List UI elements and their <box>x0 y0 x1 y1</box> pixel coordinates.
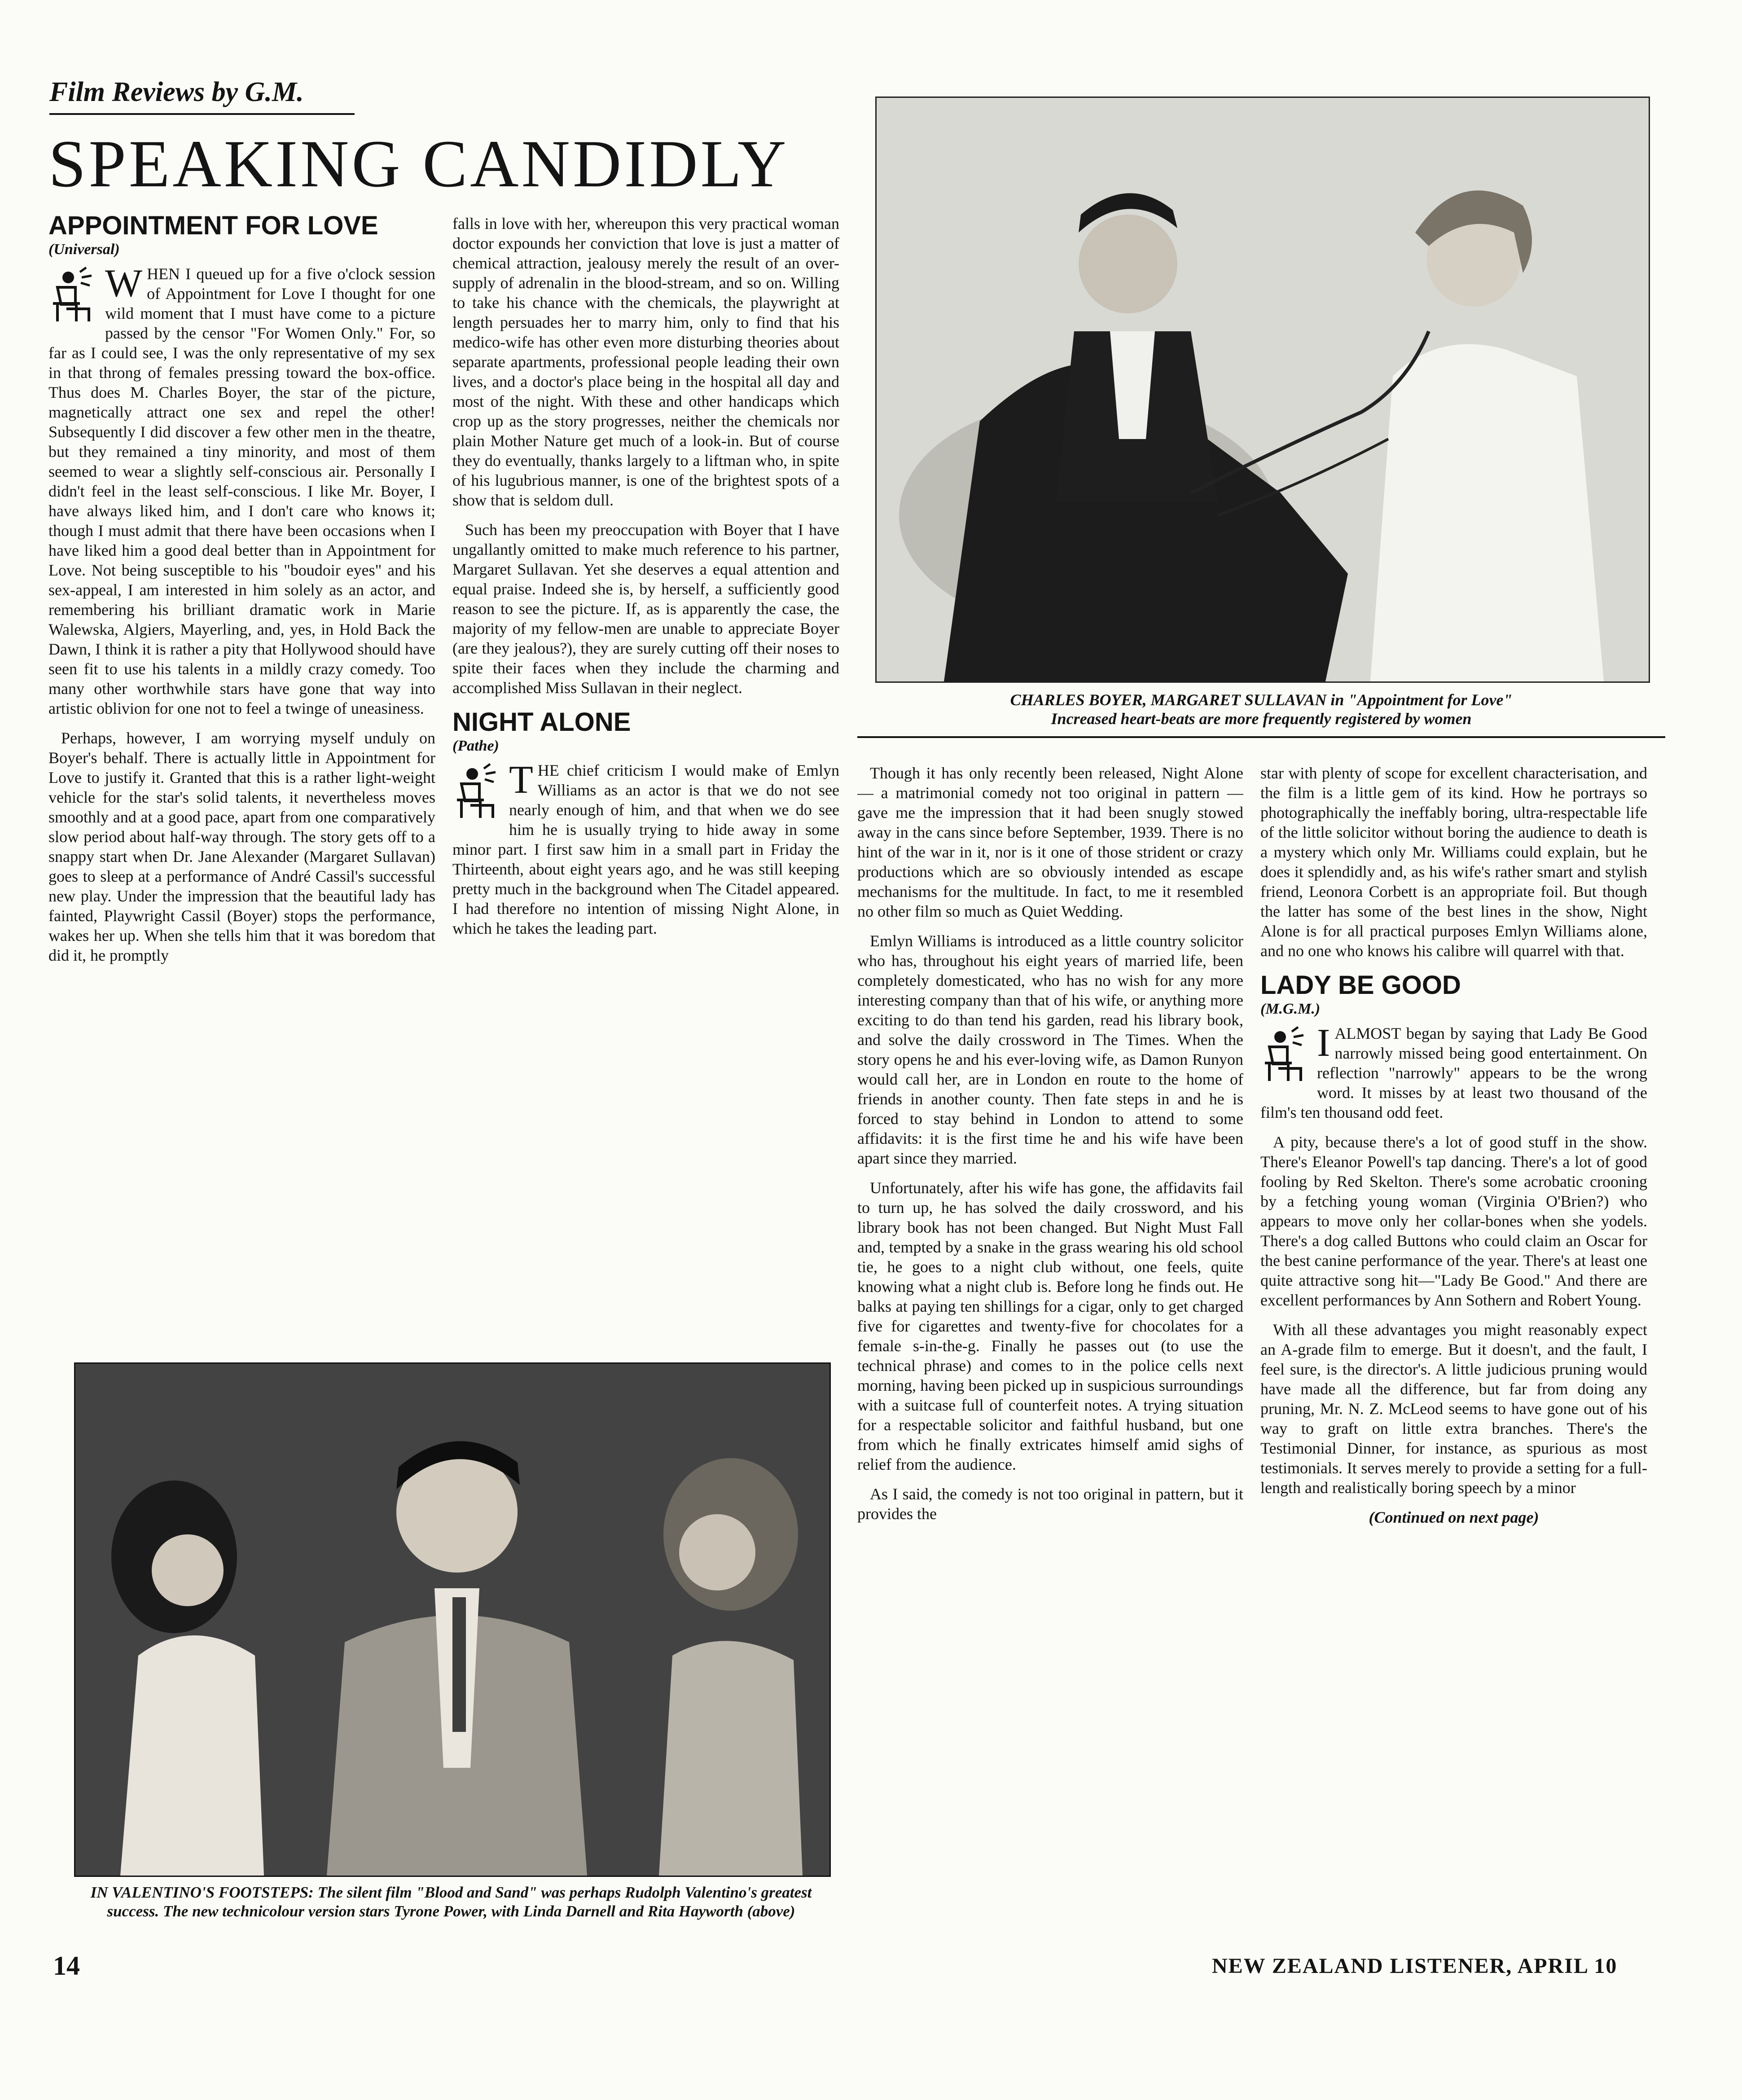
review-title-night-alone: NIGHT ALONE <box>452 707 631 737</box>
appointment-paragraph-4: Such has been my preoccupation with Boyer that I have ungallantly omitted to make much reference to his partner, Margaret Sullavan. Yet she deserves a equal attention and equal praise. Indeed she is, by herself, a sufficiently good reason to see the picture. If, as is apparently the case, the majority of my fellow-men are unable to appreciate Boyer (are they jealous?), they are surely cutting off their noses to spite their faces when they include the charming and accomplished Miss Sullavan in their neglect. <box>452 521 839 697</box>
column-2 <box>452 214 839 1349</box>
caption-top-line-1: CHARLES BOYER, MARGARET SULLAVAN in "Appointment for Love" <box>1010 691 1513 709</box>
reviewer-seated-icon <box>452 762 503 821</box>
dropcap-i: I <box>1317 1021 1330 1065</box>
lady-be-good-paragraph-1: ALMOST began by saying that Lady Be Good narrowly missed being good entertainment. On reflection "narrowly" appears to be the wrong word. It misses by at least two thousand of the film's ten thousand odd feet. <box>1260 1024 1647 1121</box>
dropcap-t: T <box>509 758 533 802</box>
night-alone-paragraph-4: Unfortunately, after his wife has gone, the affidavits fail to turn up, he has solved the daily crossword, and his library book has not been changed. But Night Must Fall and, tempted by a snake in the grass wearing his old school tie, he goes to a night club without, one feels, quite knowing what a night club is. Before long he finds out. He balks at paying ten shillings for a cigar, only to get charged five for cigarettes and twenty-five for chocolates for a female s-in-the-g. Finally he passes out (to use the technical phrase) and comes to in the police cells next morning, having been picked up in suspicious surroundings with a suitcase full of counterfeit notes. A trying situation for a respectable solicitor and faithful husband, but one from which he finally extricates himself amid sighs of relief from the audience. <box>857 1179 1243 1473</box>
lady-be-good-paragraph-2: A pity, because there's a lot of good stuff in the show. There's Eleanor Powell's tap dancing. There's a lot of good fooling by Red Skelton. There's some acrobatic crooning by a fetching young woman (Virginia O'Brien?) who appears to move only her collar-bones when she yodels. There's a dog called Buttons who could claim an Oscar for the best canine performance of the year. There's at least one quite attractive song hit—"Lady Be Good." And there are excellent performances by Ann Sothern and Robert Young. <box>1260 1133 1647 1309</box>
caption-top-line-2: Increased heart-beats are more frequently registered by women <box>1051 710 1472 728</box>
column-1 <box>48 211 435 1351</box>
appointment-paragraph-3: falls in love with her, whereupon this very practical woman doctor expounds her conviction that love is just a matter of chemical attraction, jealousy merely the result of an over-supply of adrenalin in the blood-stream, and so on. Willing to take his chance with the chemicals, the playwright at length persuades her to marry him, only to find that his medico-wife has other even more disturbing theories about separate apartments, professional people leading their own lives, and a doctor's place being in the hospital all day and most of the night. With these and other handicaps which crop up as the story progresses, neither the chemicals nor plain Mother Nature get much of a look-in. But of course they do eventually, thanks largely to a liftman who, in spite of his lugubrious manner, is one of the brightest spots of a show that is seldom dull. <box>452 215 839 509</box>
kicker: Film Reviews by G.M. <box>49 77 304 107</box>
column-3 <box>857 763 1243 1957</box>
reviewer-seated-icon <box>48 266 99 324</box>
column-4 <box>1260 763 1647 1939</box>
dropcap-w: W <box>105 262 143 305</box>
page-number: 14 <box>53 1951 80 1981</box>
appointment-paragraph-2: Perhaps, however, I am worrying myself unduly on Boyer's behalf. There is actually little in Appointment for Love to justify it. Granted that this is a rather light-weight vehicle for the star's solid talents, it nevertheless moves smoothly and at a good pace, apart from one comparatively slow period about half-way through. The story gets off to a snappy start when Dr. Jane Alexander (Margaret Sullavan) goes to sleep at a performance of André Cassil's successful new play. Under the impression that the beautiful lady has fainted, Playwright Cassil (Boyer) stops the performance, wakes her up. When she tells him that it was boredom that did it, he promptly <box>48 729 435 964</box>
night-alone-paragraph-5: As I said, the comedy is not too original in pattern, but it provides the <box>857 1485 1243 1523</box>
photo-blood-and-sand <box>74 1362 831 1877</box>
reviewer-seated-icon <box>1260 1025 1311 1084</box>
caption-bottom-lead: IN VALENTINO'S FOOTSTEPS: <box>90 1884 314 1901</box>
night-alone-paragraph-3: Emlyn Williams is introduced as a little country solicitor who has, throughout his eight years of married life, been completely domesticated, who has no wish for any more interesting company than that of his wife, or anything more exciting to do than tend his garden, read his library book, and solve the daily crossword in The Times. When the story opens he and his ever-loving wife, as Damon Runyon would call her, are in London en route to the home of friends in another county. Then fate steps in and he is forced to stay behind in London to attend to some affidavits: it is the first time he and his wife have been apart since they married. <box>857 932 1243 1167</box>
continued-note: (Continued on next page) <box>1369 1508 1539 1526</box>
night-alone-paragraph-6: star with plenty of scope for excellent characterisation, and the film is a little gem of its kind. How he portrays so photographically the ineffably boring, ultra-respectable life of the little solicitor without boring the audience to death is a mystery which only Mr. Williams could explain, but he does it splendidly and, as his wife's rather smart and stylish friend, Leonora Corbett is an appropriate foil. But though the latter has some of the best lines in the show, Night Alone is for all practical purposes Emlyn Williams alone, and no one who knows his calibre will quarrel with that. <box>1260 764 1647 960</box>
caption-top-rule <box>857 736 1665 738</box>
night-alone-paragraph-2: Though it has only recently been released, Night Alone — a matrimonial comedy not too original in pattern — gave me the impression that it had been snugly stowed away in the cans since before September, 1939. There is no hint of the war in it, nor is it one of those strident or crazy productions which are so obviously intended as escape mechanisms for the multitude. In fact, to me it resembled no other film so much as Quiet Wedding. <box>857 764 1243 920</box>
studio-pathe: (Pathe) <box>452 738 499 754</box>
lady-be-good-paragraph-3: With all these advantages you might reasonably expect an A-grade film to emerge. But it doesn't, and the fault, I feel sure, is the director's. A little judicious pruning would have made all the difference, but far from doing any pruning, Mr. N. Z. McLeod seems to have gone out of his way to graft on little extra branches. There's the Testimonial Dinner, for instance, as spurious as most testimonials. It serves merely to provide a setting for a full-length and realistically boring speech by a minor <box>1260 1321 1647 1497</box>
kicker-underline <box>49 113 355 115</box>
review-title-lady-be-good: LADY BE GOOD <box>1260 971 1461 1000</box>
caption-top <box>866 690 1656 728</box>
photo-blood-and-sand-illustration <box>75 1364 829 1876</box>
photo-boyer-sullavan-illustration <box>877 98 1649 681</box>
studio-mgm: (M.G.M.) <box>1260 1001 1321 1017</box>
night-alone-paragraph-1: HE chief criticism I would make of Emlyn Williams as an actor is that we do not see nearly enough of him, and that when we do see him he is usually trying to hide away in some minor part. I first saw him in a small part in Friday the Thirteenth, about eight years ago, and he was still keeping pretty much in the background when The Citadel appeared. I had therefore no intention of missing Night Alone, in which he takes the leading part. <box>452 761 839 937</box>
studio-universal: (Universal) <box>48 241 120 258</box>
headline: SPEAKING CANDIDLY <box>48 127 789 201</box>
caption-bottom <box>67 1883 835 1921</box>
appointment-paragraph-1: HEN I queued up for a five o'clock session of Appointment for Love I thought for one wild moment that I must have come to a picture passed by the censor "For Women Only." For, so far as I could see, I was the only representative of my sex in that throng of females pressing toward the box-office. Thus does M. Charles Boyer, the star of the picture, magnetically attract one sex and repel the other! Subsequently I did discover a few other men in the theatre, but they remained a tiny minority, and most of them seemed to wear a slightly self-conscious air. Personally I didn't feel in the least self-conscious. I like Mr. Boyer, I have always liked him, and I don't care who knows it; though I must admit that there have been occasions when I have liked him a good deal better than in Appointment for Love. Not being susceptible to his "boudoir eyes" and his sex-appeal, I am interested in him solely as an actor, and remembering his brilliant dramatic work in Marie Walewska, Algiers, Mayerling, and, yes, in Hold Back the Dawn, I think it is rather a pity that Hollywood should have seen fit to use his talents in a mildly crazy comedy. Too many other worthwhile stars have gone that way into artistic oblivion for one not to feel a twinge of uneasiness. <box>48 265 435 717</box>
review-title-appointment: APPOINTMENT FOR LOVE <box>48 211 378 240</box>
photo-boyer-sullavan <box>875 97 1650 683</box>
publication-footer: NEW ZEALAND LISTENER, APRIL 10 <box>1212 1954 1618 1978</box>
caption-bottom-text: The silent film "Blood and Sand" was perhaps Rudolph Valentino's greatest success. The new technicolour version stars Tyrone Power, with Linda Darnell and Rita Hayworth (above) <box>107 1884 812 1920</box>
